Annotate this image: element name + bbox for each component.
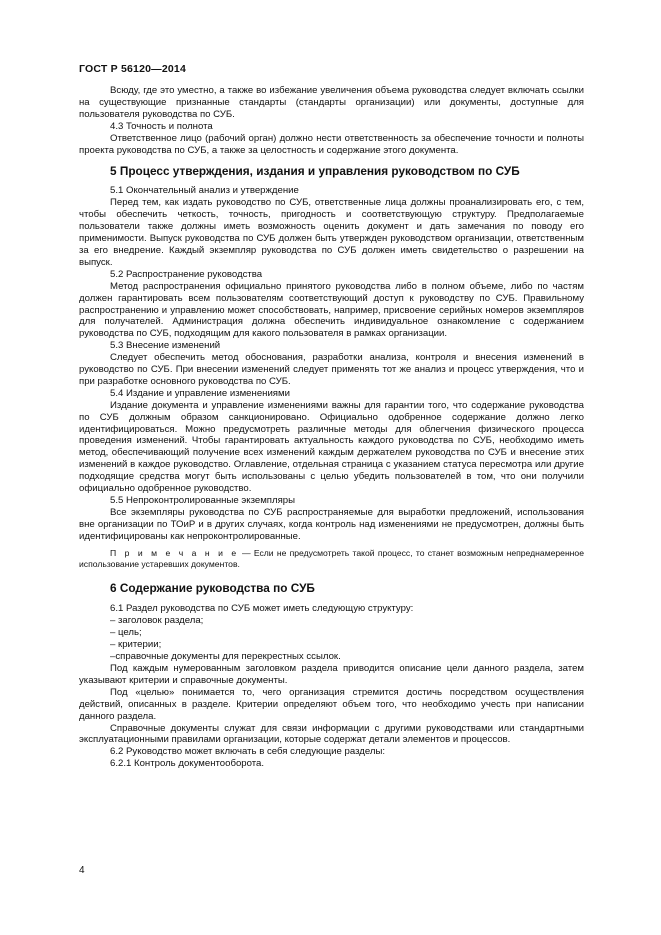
paragraph: 6.2.1 Контроль документооборота.: [110, 758, 265, 770]
page-number: 4: [79, 865, 85, 876]
subsection-heading: 5.4 Издание и управление изменениями: [110, 387, 290, 399]
paragraph: Метод распространения официально принятого руководства либо в полном объеме, либо по частям должен гарантировать всем пользователям соответствующий доступ к руководству по СУБ. Правильному распространению и управлению может способствовать, например, присвоение серийных номеров экземпляров для получателей. Администрация должна обеспечить индивидуальное ознакомление с содержанием руководства по СУБ, подходящим для какого пользователя в рамках организации.: [79, 280, 584, 340]
page-content: [79, 85, 584, 770]
paragraph: 6.1 Раздел руководства по СУБ может иметь следующую структуру:: [110, 603, 414, 615]
paragraph: Всюду, где это уместно, а также во избежание увеличения объема руководства следует включать ссылки на существующие признанные стандарты (стандарты организации) или документы, доступные для пользователя руководства по СУБ.: [79, 85, 584, 120]
paragraph: Все экземпляры руководства по СУБ распространяемые для выработки предложений, использования вне организации по ТОиР и в других случаях, когда контроль над изменениями не предусмотрен, должны быть идентифицированы как непроконтролированные.: [79, 506, 584, 542]
paragraph: Ответственное лицо (рабочий орган) должно нести ответственность за обеспечение точности и полноты проекта руководства по СУБ, а также за целостность и содержание этого документа.: [79, 132, 584, 156]
section-5-title: 5 Процесс утверждения, издания и управления руководством по СУБ: [110, 164, 520, 179]
section-6-title: 6 Содержание руководства по СУБ: [110, 581, 315, 596]
standard-header: ГОСТ Р 56120—2014: [79, 63, 187, 75]
paragraph: Издание документа и управление изменениями важны для гарантии того, что содержание руководства по СУБ должным образом санкционировано. Официально одобренное содержание должно легко идентифицироваться. Можно предусмотреть различные методы для облегчения физического процесса проведения изменений. Чтобы гарантировать актуальность каждого руководства по СУБ, необходимо иметь метод, обеспечивающий получение всех изменений каждым держателем руководства по СУБ и внесение этих изменений в каждое руководство. Оглавление, отдельная страница с указанием статуса пересмотра или другие подходящие средства могут быть использованы с целью убедить пользователей в том, что они получили официально одобренное руководство.: [79, 399, 584, 495]
subsection-heading: 4.3 Точность и полнота: [110, 120, 213, 132]
paragraph: 6.2 Руководство может включать в себя следующие разделы:: [110, 746, 386, 758]
note-label: П р и м е ч а н и е: [110, 547, 239, 558]
subsection-heading: 5.2 Распространение руководства: [110, 268, 263, 280]
paragraph: Следует обеспечить метод обоснования, разработки анализа, контроля и внесения изменений в руководство по СУБ. При внесении изменений следует применять тот же анализ и процесс утверждения, что и при разработке основного руководства по СУБ.: [79, 352, 584, 387]
subsection-heading: 5.5 Непроконтролированные экземпляры: [110, 495, 296, 506]
subsection-heading: 5.1 Окончательный анализ и утверждение: [110, 185, 299, 197]
list-item: – заголовок раздела;: [110, 615, 204, 627]
paragraph: Под каждым нумерованным заголовком раздела приводится описание цели данного раздела, затем указывают критерии и справочные документы.: [79, 662, 584, 686]
note: [79, 548, 584, 571]
paragraph: Под «целью» понимается то, чего организация стремится достичь посредством осуществления действий, описанных в разделе. Критерии определяют объем того, что необходимо учесть при написании данного раздела.: [79, 686, 584, 722]
subsection-heading: 5.3 Внесение изменений: [110, 340, 221, 352]
note-text: — Если не предусмотреть такой процесс, то станет возможным непреднамеренное использование устаревших документов.: [79, 547, 584, 570]
list-item: –справочные документы для перекрестных ссылок.: [110, 651, 341, 663]
list-item: – цель;: [110, 627, 142, 639]
paragraph: Справочные документы служат для связи информации с другими руководствами или стандартными эксплуатационными правилами организации, которые содержат детали элементов и процессов.: [79, 722, 584, 746]
paragraph: Перед тем, как издать руководство по СУБ, ответственные лица должны проанализировать его, с тем, чтобы обеспечить четкость, точность, пригодность и соответствующую структуру. Предполагаемые пользователи также должны иметь возможность оценить документ и дать замечания по поводу его применимости. Выпуск руководства по СУБ должен быть утвержден руководством организации, ответственным за его внедрение. Каждый экземпляр руководства по СУБ должен иметь свидетельство о разрешении на выпуск.: [79, 197, 584, 268]
list-item: – критерии;: [110, 639, 162, 651]
